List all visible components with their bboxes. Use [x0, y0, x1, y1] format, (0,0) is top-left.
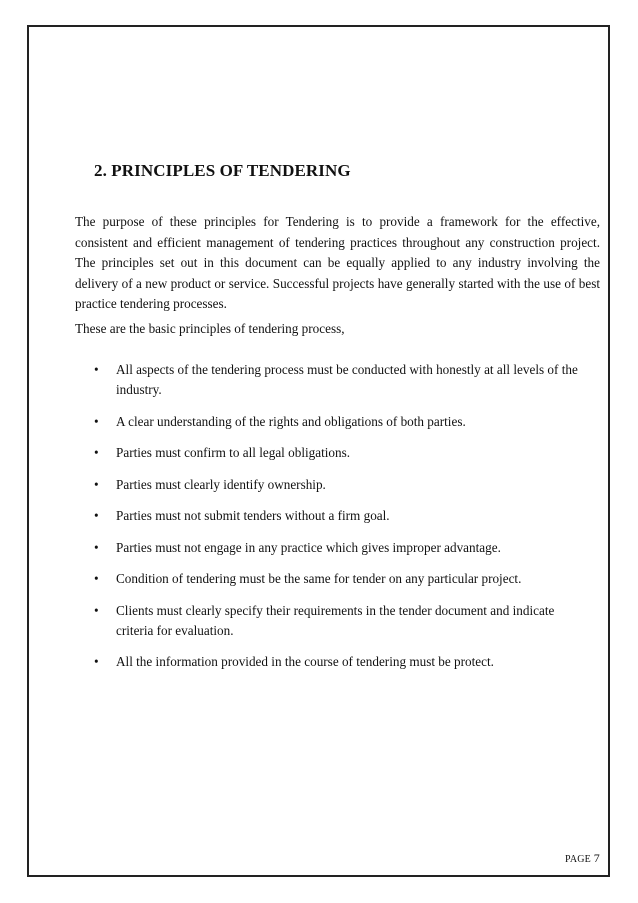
principles-list — [94, 360, 594, 684]
bullet-icon: • — [94, 476, 99, 492]
bullet-icon: • — [94, 602, 99, 618]
bullet-icon: • — [94, 654, 99, 669]
bullet-icon: • — [94, 445, 99, 460]
bullet-icon: • — [94, 362, 99, 377]
list-item — [94, 538, 594, 558]
list-item-text: Parties must not submit tenders without a firm goal. — [116, 508, 390, 523]
list-item-text: Parties must not engage in any practice which gives improper advantage. — [116, 539, 501, 555]
bullet-icon: • — [94, 508, 99, 523]
list-item — [94, 506, 594, 526]
list-item — [94, 443, 594, 463]
page-number-value: 7 — [593, 851, 600, 865]
list-item — [94, 360, 594, 400]
list-item-text: Clients must clearly specify their requirements in the tender document and indicate criteria for evaluation. — [116, 602, 555, 638]
list-item-text: Parties must clearly identify ownership. — [116, 476, 326, 492]
bullet-icon: • — [94, 539, 99, 555]
section-heading: 2. PRINCIPLES OF TENDERING — [94, 161, 351, 180]
list-item — [94, 601, 594, 641]
list-item — [94, 412, 594, 432]
lead-sentence: These are the basic principles of tendering process, — [75, 321, 345, 336]
list-item — [94, 652, 594, 672]
list-item-text: Parties must confirm to all legal obligations. — [116, 445, 351, 460]
intro-paragraph: The purpose of these principles for Tendering is to provide a framework for the effective, consistent and efficient management of tendering practices throughout any construction project. The principles set out in this document can be equally applied to any industry involving the delivery of a new product or service. Successful projects have generally started with the use of best practice tendering processes. — [75, 214, 600, 311]
list-item-text: All aspects of the tendering process must be conducted with honestly at all levels of the industry. — [116, 362, 578, 397]
bullet-icon: • — [94, 413, 99, 429]
page-label: PAGE — [565, 854, 591, 865]
list-item-text: Condition of tendering must be the same for tender on any particular project. — [116, 571, 522, 586]
page-number — [565, 851, 600, 866]
list-item-text: All the information provided in the course of tendering must be protect. — [116, 654, 494, 669]
list-item — [94, 475, 594, 495]
list-item — [94, 569, 594, 589]
list-item-text: A clear understanding of the rights and obligations of both parties. — [116, 413, 466, 429]
bullet-icon: • — [94, 571, 99, 586]
